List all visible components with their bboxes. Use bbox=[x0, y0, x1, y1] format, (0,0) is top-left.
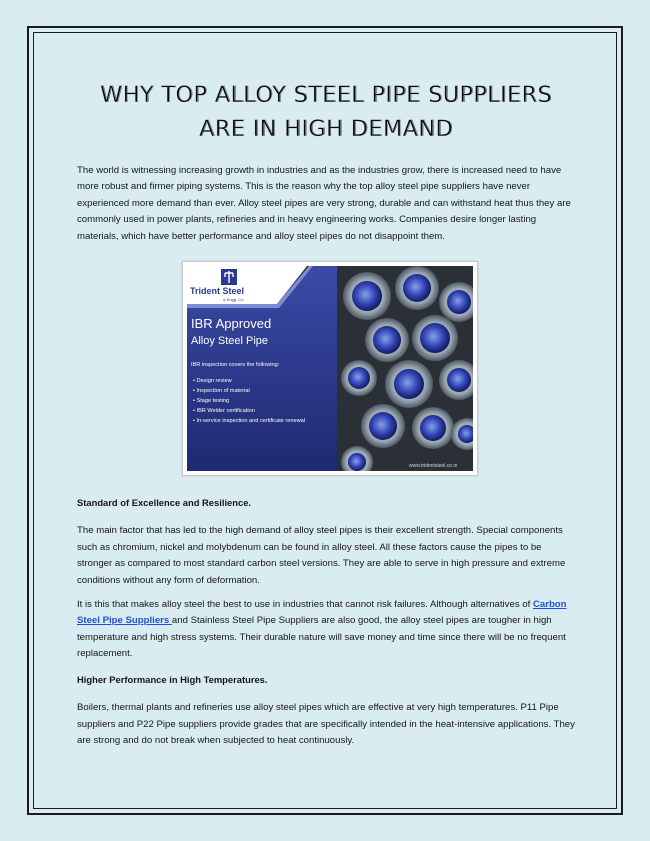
brand-sub: & Engg. Co. bbox=[223, 297, 245, 303]
section-heading-temperature: Higher Performance in High Temperatures. bbox=[77, 673, 268, 685]
title-line-2: ARE IN HIGH DEMAND bbox=[199, 116, 453, 142]
trident-logo-icon bbox=[221, 269, 237, 285]
list-item: • Design review bbox=[193, 378, 232, 385]
list-item: • Inspection of material bbox=[193, 388, 250, 395]
ibr-pipe-banner bbox=[187, 266, 473, 471]
badge-line-2: Alloy Steel Pipe bbox=[191, 335, 269, 348]
covers-text: IBR inspection covers the following: bbox=[191, 362, 280, 369]
excellence-paragraph-2: It is this that makes alloy steel the best to use in industries that cannot risk failures. Although alternatives of Carbon Steel Pipe Suppliers and Stainless Steel Pipe Suppliers are also good, the alloy steel pipes are tougher in high temperature and high stress systems. Their durable nature will save money and time since there will be no frequent replacement. bbox=[77, 599, 567, 660]
list-item: • Stage testing bbox=[193, 398, 230, 405]
excellence-paragraph-1: The main factor that has led to the high demand of alloy steel pipes is their excellent strength. Special components such as chromium, nickel and molybdenum can be found in alloy steel. All these factors cause the pipes to be stronger as compared to most standard carbon steel versions. They are able to serve in high pressure and extreme conditions without any form of deformation. bbox=[77, 525, 566, 586]
page-title bbox=[67, 78, 585, 146]
badge-line-1: IBR Approved bbox=[191, 316, 272, 332]
brand-name: Trident Steel bbox=[190, 286, 245, 297]
title-line-1: WHY TOP ALLOY STEEL PIPE SUPPLIERS bbox=[100, 82, 552, 108]
carbon-steel-pipe-suppliers-link[interactable]: Carbon Steel Pipe Suppliers bbox=[77, 599, 567, 627]
document-body bbox=[77, 78, 575, 749]
list-item: • IBR Welder certification bbox=[193, 408, 255, 415]
section-heading-excellence: Standard of Excellence and Resilience. bbox=[77, 497, 252, 509]
list-item: • In-service inspection and certificate renewal bbox=[193, 418, 306, 425]
temperature-paragraph: Boilers, thermal plants and refineries use alloy steel pipes which are effective at very high temperatures. P11 Pipe suppliers and P22 Pipe suppliers provide grades that are specifically intended in the heat-intensive applications. They are strong and do not break when subjected to heat continuously. bbox=[77, 702, 575, 746]
watermark: www.tridentsteel.co.in bbox=[409, 463, 458, 470]
product-image bbox=[182, 261, 478, 476]
intro-paragraph: The world is witnessing increasing growth in industries and as the industries grow, there is increased need to have more robust and firmer piping systems. This is the reason why the top alloy steel pipe suppliers have never experienced more demand than ever. Alloy steel pipes are very strong, durable and can withstand heat thus they are commonly used in power plants, refineries and in heavy engineering works. Companies desire longer lasting materials, which have better performance and alloy steel pipes do not disappoint them. bbox=[77, 165, 571, 242]
